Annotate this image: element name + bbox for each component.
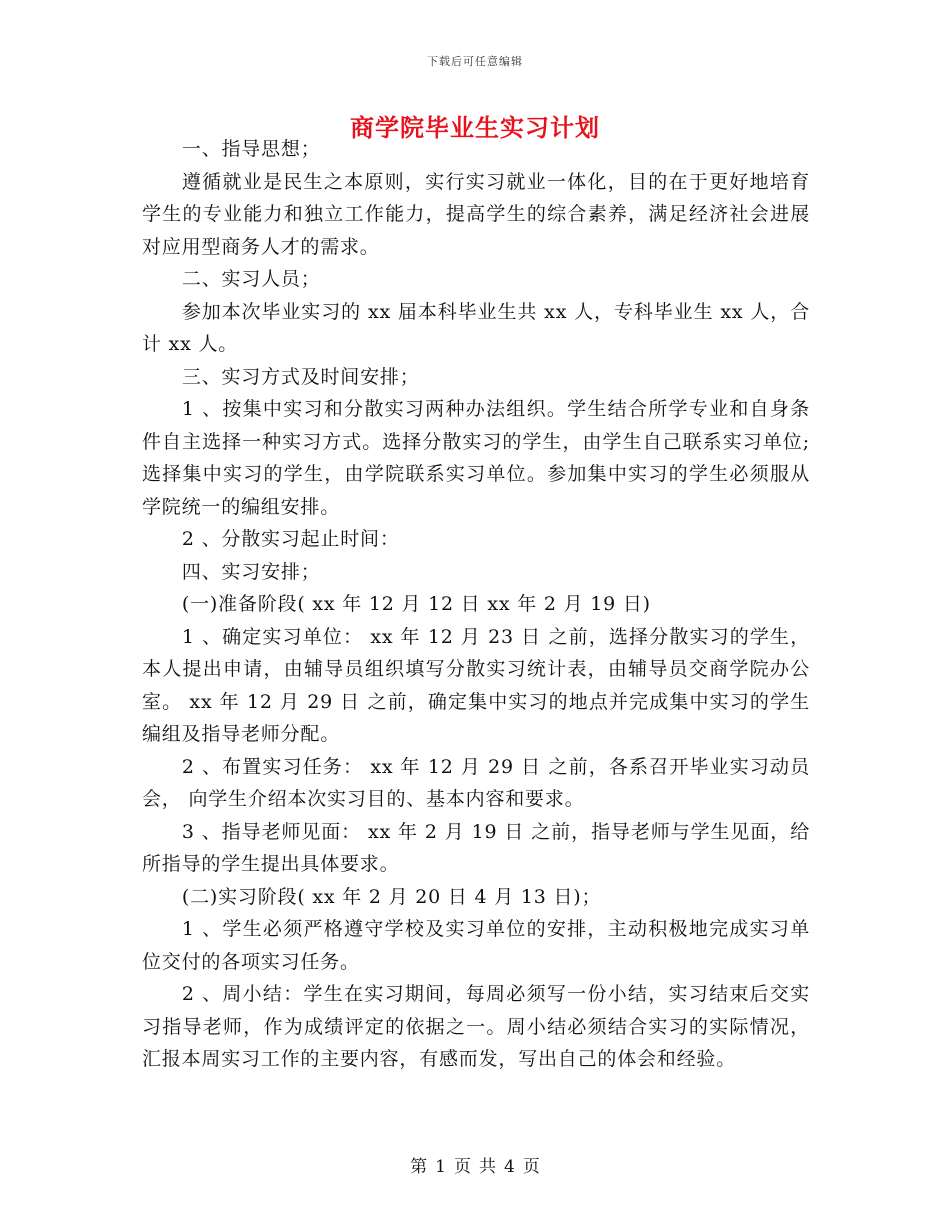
section-heading: 一、指导思想； <box>181 138 321 160</box>
page-footer <box>0 1152 950 1177</box>
total-pages: 4 <box>504 1157 515 1177</box>
body-paragraph: 1 、学生必须严格遵守学校及实习单位的安排，主动积极地完成实习单位交付的各项实习任务。 <box>142 918 810 973</box>
subsection-heading: (一)准备阶段( xx 年 12 月 12 日 xx 年 2 月 19 日) <box>181 593 651 615</box>
body-paragraph: 1 、按集中实习和分散实习两种办法组织。学生结合所学专业和自身条件自主选择一种实习方式。选择分散实习的学生，由学生自己联系实习单位;选择集中实习的学生，由学院联系实习单位。参加集中实习的学生必须服从学院统一的编组安排。 <box>142 398 810 518</box>
footer-gong: 共 <box>479 1157 496 1177</box>
footer-di: 第 <box>410 1157 428 1177</box>
body-paragraph: 遵循就业是民生之本原则，实行实习就业一体化，目的在于更好地培育学生的专业能力和独立工作能力，提高学生的综合素养，满足经济社会进展对应用型商务人才的需求。 <box>142 170 810 258</box>
body-paragraph: 参加本次毕业实习的 xx 届本科毕业生共 xx 人，专科毕业生 xx 人，合计 xx 人。 <box>142 300 810 355</box>
section-heading: 四、实习安排； <box>181 560 321 583</box>
document-title: 商学院毕业生实习计划 <box>350 114 600 142</box>
body-paragraph: 1 、确定实习单位： xx 年 12 月 23 日 之前，选择分散实习的学生，本人提出申请，由辅导员组织填写分散实习统计表，由辅导员交商学院办公室。 xx 年 12 月 29 日 之前，确定集中实习的地点并完成集中实习的学生编组及指导老师分配。 <box>142 625 810 745</box>
body-paragraph: 2 、布置实习任务： xx 年 12 月 29 日 之前，各系召开毕业实习动员会， 向学生介绍本次实习目的、基本内容和要求。 <box>142 755 810 810</box>
subsection-heading: (二)实习阶段( xx 年 2 月 20 日 4 月 13 日)； <box>181 885 602 908</box>
body-paragraph: 2 、周小结：学生在实习期间，每周必须写一份小结，实习结束后交实习指导老师，作为成绩评定的依据之一。周小结必须结合实习的实际情况，汇报本周实习工作的主要内容，有感而发，写出自己的体会和经验。 <box>142 983 810 1070</box>
header-note: 下载后可任意编辑 <box>427 55 523 68</box>
footer-ye: 页 <box>454 1157 471 1177</box>
body-paragraph: 3 、指导老师见面： xx 年 2 月 19 日 之前，指导老师与学生见面，给所指导的学生提出具体要求。 <box>142 820 810 875</box>
section-heading: 三、实习方式及时间安排； <box>181 365 420 388</box>
document-body <box>142 133 810 1076</box>
body-paragraph: 2 、分散实习起止时间： <box>181 528 400 550</box>
page-number: 1 <box>435 1157 446 1177</box>
section-heading: 二、实习人员； <box>181 268 321 290</box>
footer-ye2: 页 <box>522 1157 540 1177</box>
